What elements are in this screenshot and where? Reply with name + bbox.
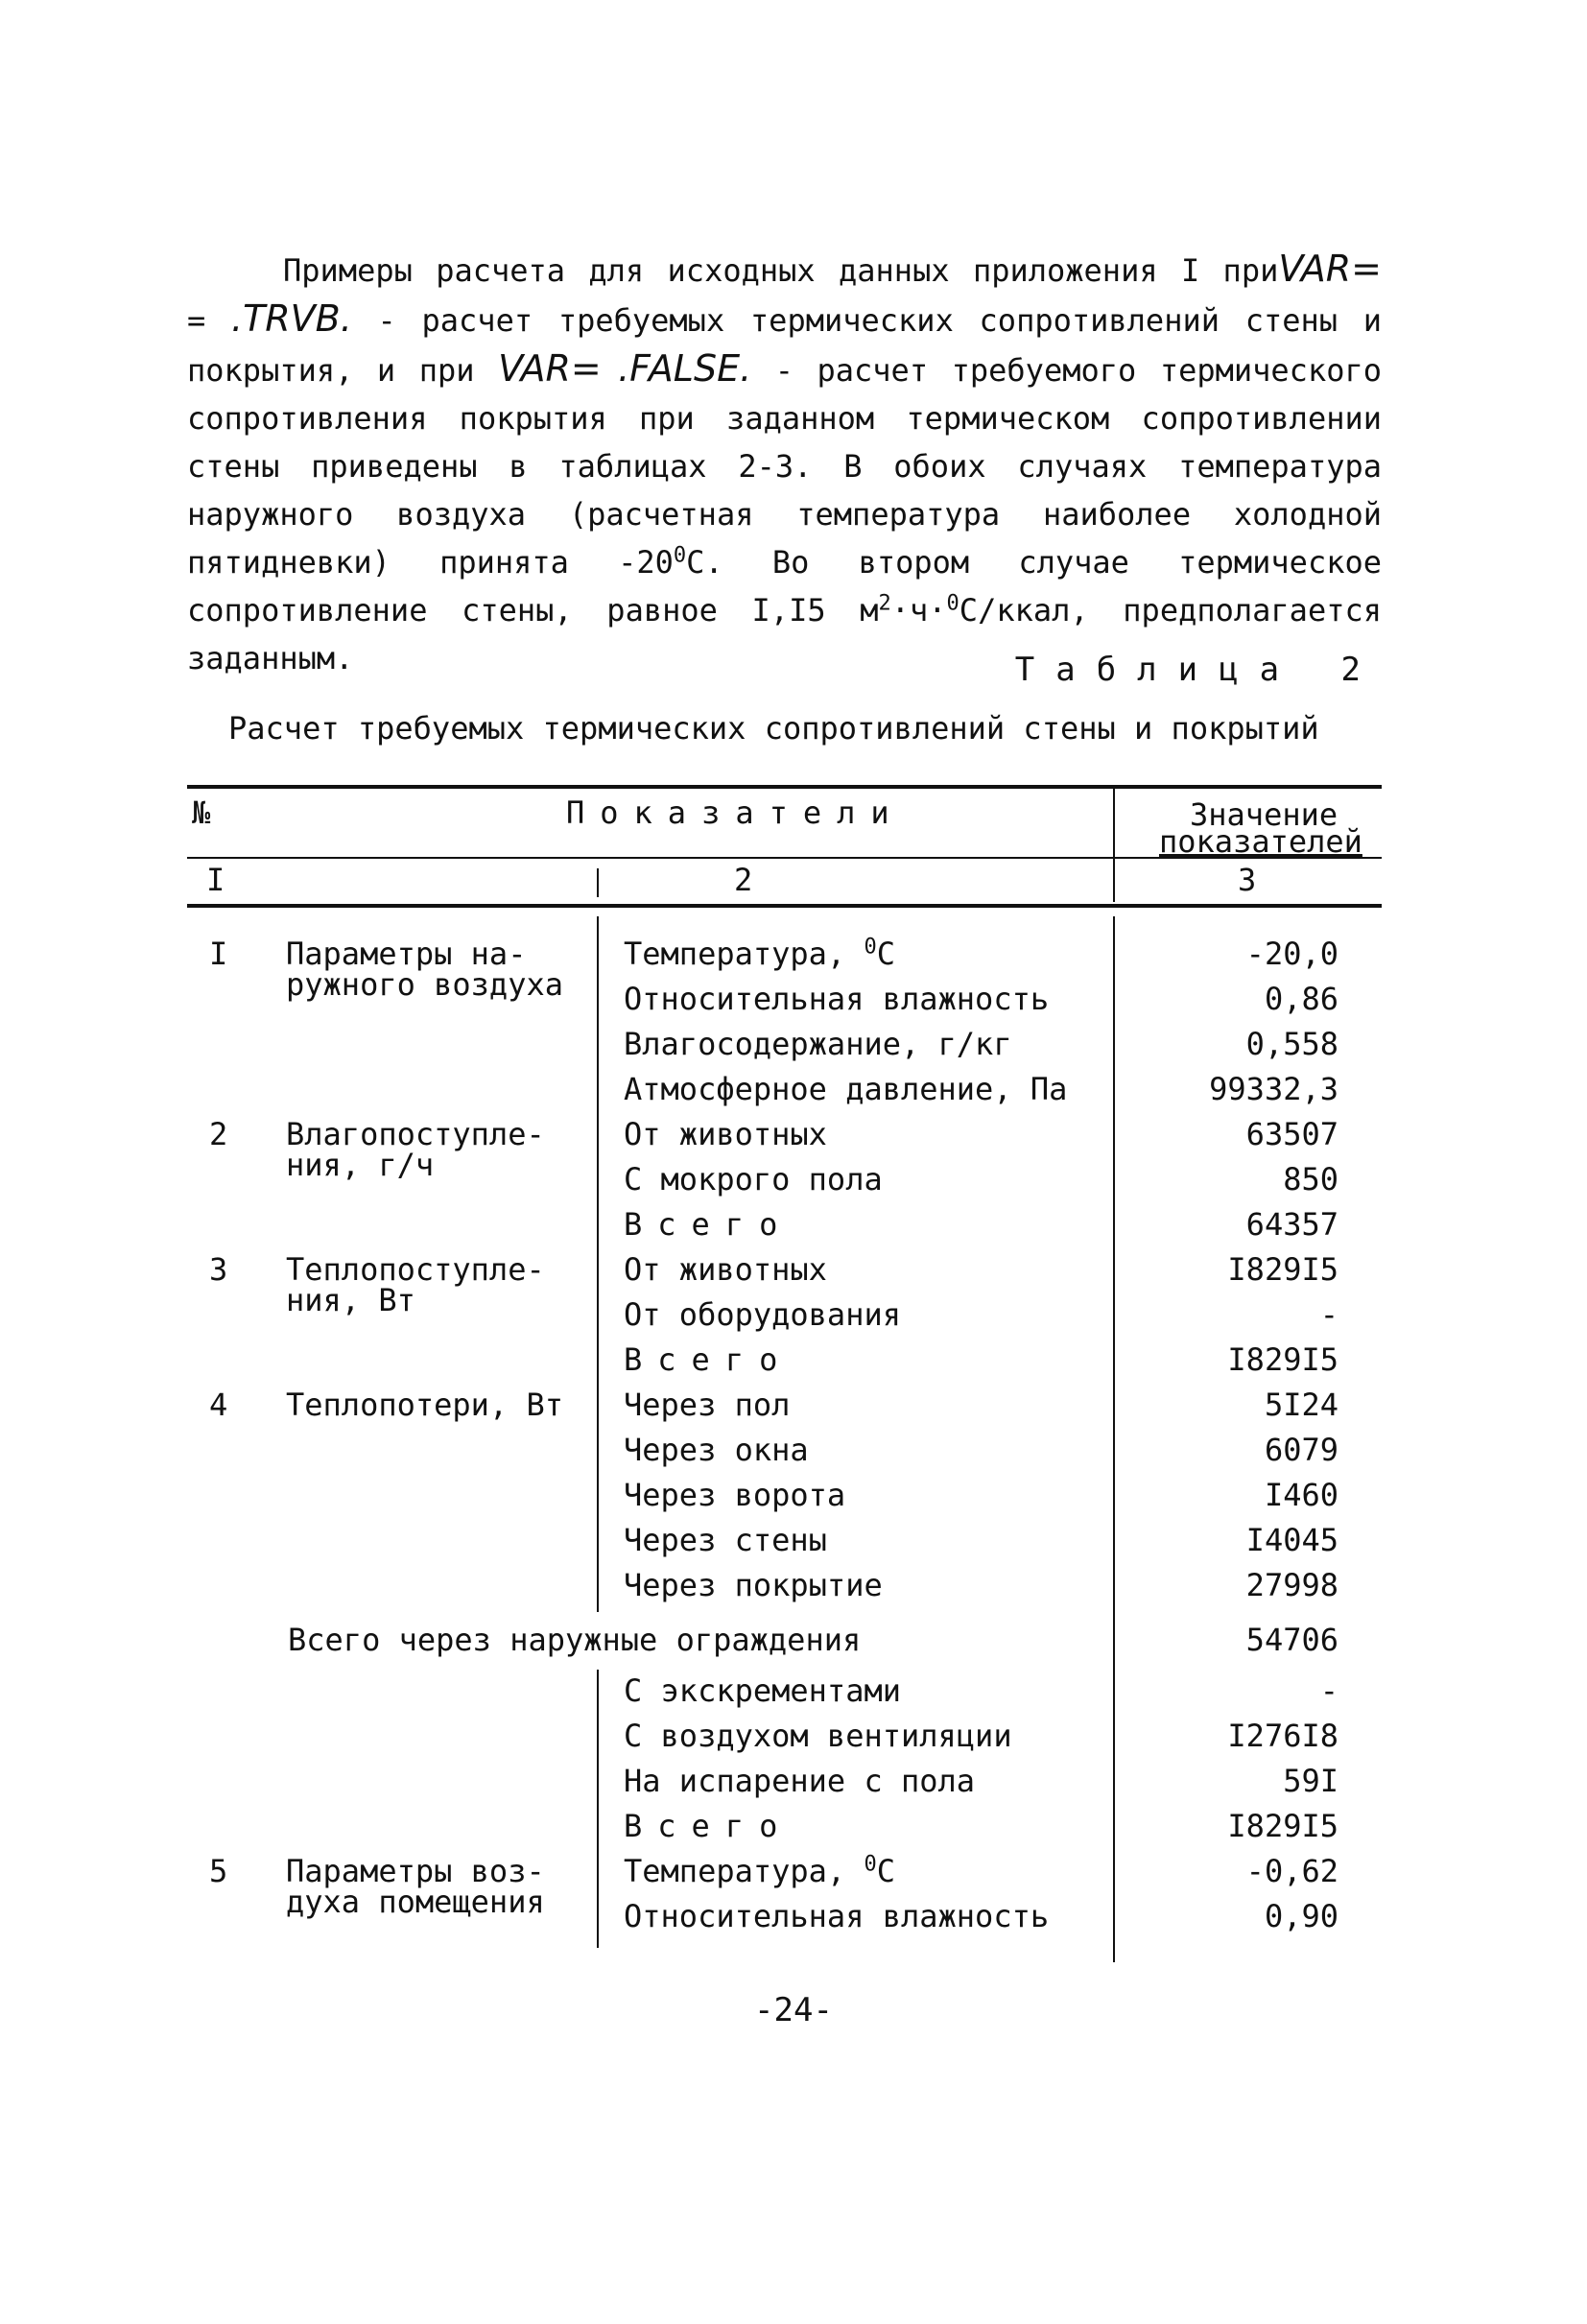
indicator-text: Всего: [624, 1808, 794, 1844]
indicator-label: [624, 1251, 827, 1288]
indicator-text: С экскрементами: [624, 1672, 901, 1709]
group-name-line1: Параметры на-: [286, 936, 527, 972]
indicator-text: Температура,: [624, 936, 865, 972]
indicator-label: [624, 1853, 895, 1889]
indicator-value: 63507: [1245, 1116, 1338, 1152]
group-name-line2: ния, Вт: [286, 1282, 415, 1318]
indicator-value: 0,86: [1264, 981, 1338, 1017]
indicator-label: [624, 1296, 901, 1333]
table-caption: Расчет требуемых термических сопротивлений стены и покрытий: [228, 710, 1319, 747]
indicator-value: I829I5: [1227, 1808, 1338, 1844]
indicator-value: I4045: [1245, 1522, 1338, 1558]
indicator-value: -0,62: [1245, 1853, 1338, 1889]
indicator-label: [624, 1522, 827, 1558]
indicator-value: 850: [1283, 1161, 1338, 1198]
header-divider: [1113, 789, 1115, 902]
indicator-text: Через покрытие: [624, 1567, 883, 1603]
group-number: 4: [209, 1387, 228, 1423]
degree-sup-1: 0: [673, 543, 687, 568]
indicator-text: Температура,: [624, 1853, 865, 1889]
group-name-line1: Теплопотери, Вт: [286, 1387, 563, 1423]
para-text-4: - расчет требуемого термического сопротивления покрытия при заданном термическом сопротивлении стены приведены в таблицах 2-3. В обоих случаях температура наружного воздуха (расчетная температура наиболее холодной пятидневки) принята -20: [187, 352, 1382, 581]
indicator-label: [624, 1763, 975, 1799]
group-name-line2: ружного воздуха: [286, 966, 563, 1003]
indicator-label: [624, 1898, 1049, 1934]
header-value-1: Значение: [1190, 796, 1338, 833]
indicator-label: [624, 981, 1049, 1017]
para-text-1: Примеры расчета для исходных данных приложения I при: [283, 252, 1279, 289]
indicator-label: [624, 1071, 1067, 1107]
total-outer-value: 54706: [1245, 1622, 1338, 1658]
group-number: I: [209, 936, 228, 972]
degree-sup-2: 0: [946, 591, 959, 616]
indicator-text: От животных: [624, 1251, 827, 1288]
indicator-value: 6079: [1264, 1432, 1338, 1468]
para-text-7: С/ккал, предполагается заданным.: [187, 592, 1383, 676]
indicator-value: I829I5: [1227, 1251, 1338, 1288]
table-label: Таблица 2: [1014, 651, 1382, 689]
indicator-text: Всего: [624, 1206, 794, 1243]
indicator-label: [624, 1808, 793, 1844]
colnum-rule: [187, 904, 1382, 908]
indicator-value: -: [1319, 1296, 1338, 1333]
indicator-label: [624, 936, 895, 972]
square-sup: 2: [878, 591, 891, 616]
indicator-text: От животных: [624, 1116, 827, 1152]
indicator-text: С мокрого пола: [624, 1161, 883, 1198]
body-divider-1: [597, 916, 599, 1612]
unit-text: С: [876, 936, 895, 972]
indicator-value: I276I8: [1227, 1718, 1338, 1754]
para-true-value: .TRVB.: [230, 297, 352, 340]
para-text-5: С. Во втором случае термическое сопротивление стены, равное I,I5 м: [187, 544, 1383, 628]
indicator-text: Относительная влажность: [624, 1898, 1050, 1934]
indicator-text: От оборудования: [624, 1296, 901, 1333]
indicator-label: [624, 1161, 883, 1198]
group-name-line2: духа помещения: [286, 1884, 545, 1920]
group-name-line2: ния, г/ч: [286, 1147, 435, 1183]
indicator-label: [624, 1567, 883, 1603]
group-name-line1: Теплопоступле-: [286, 1251, 545, 1288]
indicator-text: Через стены: [624, 1522, 827, 1558]
group-number: 3: [209, 1251, 228, 1288]
colnum-divider-1: [597, 868, 599, 897]
colnum-1: I: [206, 862, 225, 898]
intro-paragraph: [187, 245, 1382, 682]
para-text-3: - расчет требуемых термических сопротивлений стены и покрытия, и при: [187, 302, 1383, 389]
indicator-label: [624, 1206, 793, 1243]
indicator-value: I460: [1264, 1477, 1338, 1513]
table-top-rule: [187, 785, 1382, 789]
header-num: №: [192, 794, 211, 831]
indicator-value: I829I5: [1227, 1341, 1338, 1378]
indicator-text: С воздухом вентиляции: [624, 1718, 1012, 1754]
indicator-text: Через ворота: [624, 1477, 846, 1513]
indicator-value: 27998: [1245, 1567, 1338, 1603]
total-outer-label: Всего через наружные ограждения: [288, 1622, 862, 1658]
indicator-label: [624, 1341, 793, 1378]
header-value-2: показателей: [1159, 823, 1362, 860]
indicator-text: Всего: [624, 1341, 794, 1378]
group-number: 2: [209, 1116, 228, 1152]
indicator-text: Через пол: [624, 1387, 791, 1423]
indicator-label: [624, 1672, 901, 1709]
para-text-2: =: [187, 302, 231, 339]
indicator-label: [624, 1477, 845, 1513]
indicator-value: -20,0: [1245, 936, 1338, 972]
indicator-text: Влагосодержание, г/кг: [624, 1026, 1012, 1062]
indicator-text: На испарение с пола: [624, 1763, 976, 1799]
indicator-value: 99332,3: [1209, 1071, 1338, 1107]
para-var-2: VAR= .FALSE.: [498, 347, 752, 390]
degree-sup: 0: [864, 1852, 877, 1877]
indicator-label: [624, 1116, 827, 1152]
degree-sup: 0: [864, 935, 877, 960]
header-indicators: Показатели: [566, 794, 905, 831]
para-var-1: VAR=: [1278, 248, 1382, 290]
group-number: 5: [209, 1853, 228, 1889]
group-name-line1: Влагопоступле-: [286, 1116, 545, 1152]
body-divider-2: [1113, 916, 1115, 1962]
indicator-label: [624, 1026, 1012, 1062]
para-text-6: ·ч·: [890, 592, 947, 628]
indicator-value: -: [1319, 1672, 1338, 1709]
body-divider-1b: [597, 1670, 599, 1948]
indicator-value: 5I24: [1264, 1387, 1338, 1423]
indicator-text: Атмосферное давление, Па: [624, 1071, 1068, 1107]
group-name-line1: Параметры воз-: [286, 1853, 545, 1889]
indicator-text: Относительная влажность: [624, 981, 1050, 1017]
indicator-value: 0,90: [1264, 1898, 1338, 1934]
indicator-value: 0,558: [1245, 1026, 1338, 1062]
indicator-value: 59I: [1283, 1763, 1338, 1799]
indicator-label: [624, 1718, 1012, 1754]
colnum-3: 3: [1238, 862, 1257, 898]
indicator-value: 64357: [1245, 1206, 1338, 1243]
indicator-text: Через окна: [624, 1432, 809, 1468]
page-number: -24-: [754, 1991, 833, 2029]
colnum-2: 2: [734, 862, 753, 898]
indicator-label: [624, 1387, 790, 1423]
indicator-label: [624, 1432, 809, 1468]
unit-text: С: [876, 1853, 895, 1889]
